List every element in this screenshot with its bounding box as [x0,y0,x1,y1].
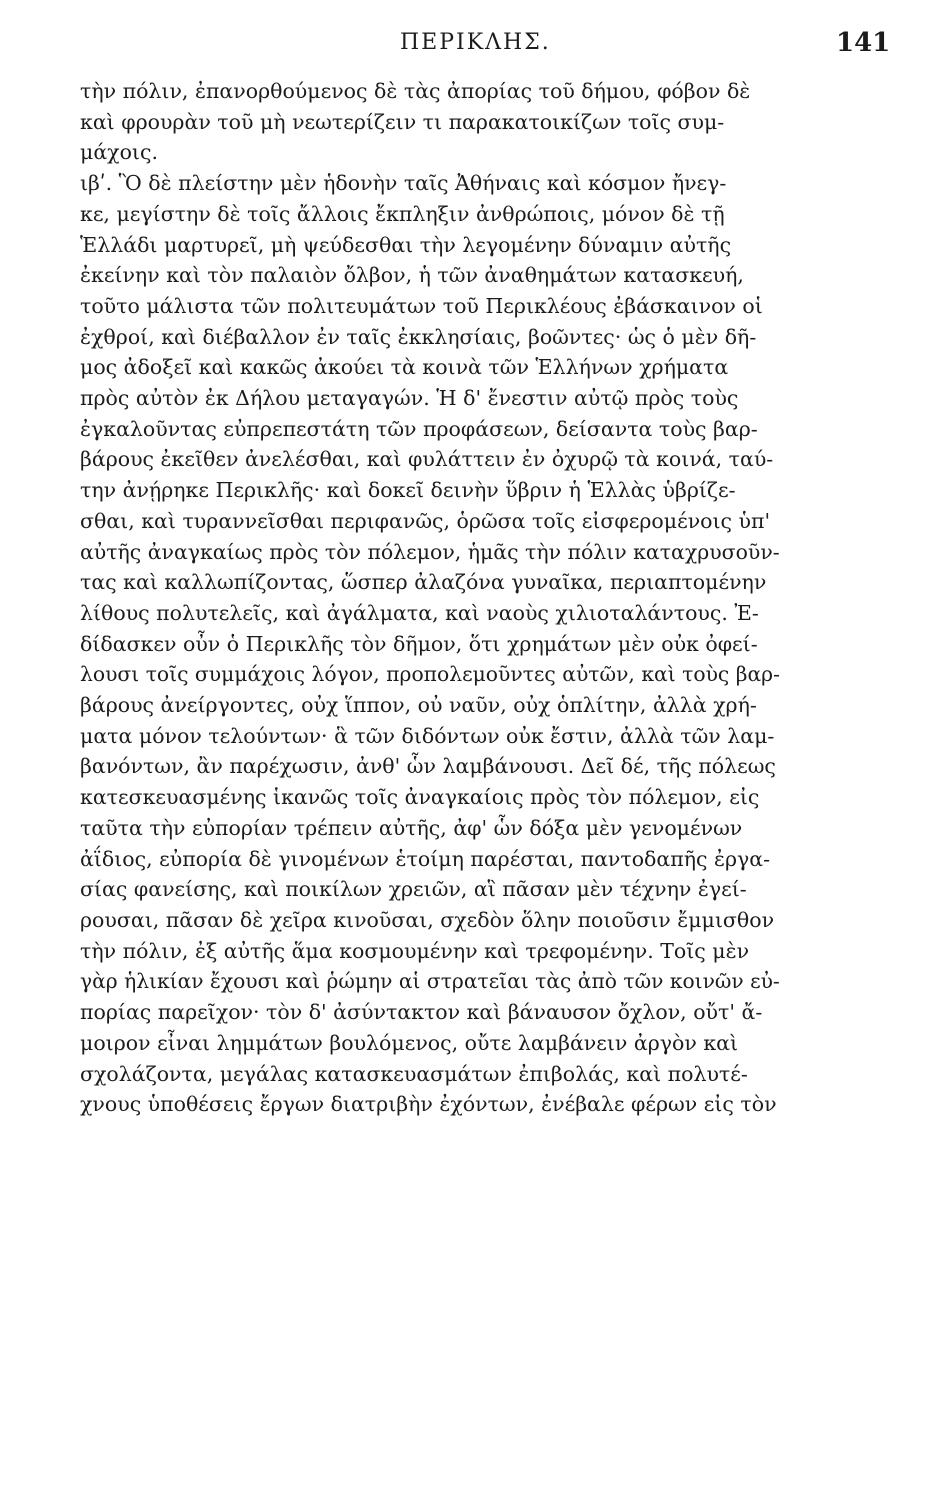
text-line: βανόντων, ἂν παρέχωσιν, ἀνθ' ὧν λαμβάνουσι. Δεῖ δέ, τῆς πόλεως [80,754,776,779]
text-line: μος ἀδοξεῖ καὶ κακῶς ἀκούει τὰ κοινὰ τῶν Ἑλλήνων χρήματα [80,355,729,380]
text-line: Ἑλλάδι μαρτυρεῖ, μὴ ψεύδεσθαι τὴν λεγομένην δύναμιν αὐτῆς [80,232,732,257]
text-line: ρουσαι, πᾶσαν δὲ χεῖρα κινοῦσαι, σχεδὸν ὅλην ποιοῦσιν ἔμμισθον [80,907,775,932]
text-line: χνους ὑποθέσεις ἔργων διατριβὴν ἐχόντων, ἐνέβαλε φέρων εἰς τὸν [80,1092,777,1117]
running-title: ΠΕΡΙΚΛΗΣ. [400,30,551,55]
text-line: τοῦτο μάλιστα τῶν πολιτευμάτων τοῦ Περικλέους ἐβάσκαινον οἱ [80,293,763,318]
text-line: πρὸς αὐτὸν ἐκ Δήλου μεταγαγών. Ἡ δ' ἔνεστιν αὐτῷ πρὸς τοὺς [80,386,739,411]
body-text [80,76,780,1120]
text-line: κατεσκευασμένης ἱκανῶς τοῖς ἀναγκαίοις πρὸς τὸν πόλεμον, εἰς [80,785,760,810]
text-line: σίας φανείσης, καὶ ποικίλων χρειῶν, αἳ πᾶσαν μὲν τέχνην ἐγεί- [80,877,747,902]
text-line: ματα μόνον τελούντων· ἃ τῶν διδόντων οὐκ ἔστιν, ἀλλὰ τῶν λαμ- [80,723,775,748]
text-line: ιβʹ. Ὃ δὲ πλείστην μὲν ἡδονὴν ταῖς Ἀθήναις καὶ κόσμον ἤνεγ- [80,171,727,196]
text-line: ἐγκαλοῦντας εὐπρεπεστάτη τῶν προφάσεων, δείσαντα τοὺς βαρ- [80,416,758,441]
text-line: την ἀνῄρηκε Περικλῆς· καὶ δοκεῖ δεινὴν ὕβριν ἡ Ἑλλὰς ὑβρίζε- [80,478,736,503]
text-line: σχολάζοντα, μεγάλας κατασκευασμάτων ἐπιβολάς, καὶ πολυτέ- [80,1061,748,1086]
text-line: ἐχθροί, καὶ διέβαλλον ἐν ταῖς ἐκκλησίαις, βοῶντες· ὡς ὁ μὲν δῆ- [80,324,757,349]
page-number: 141 [836,28,891,58]
running-header [0,28,944,68]
text-line: μάχοις. [80,140,158,165]
text-line: ἀΐδιος, εὐπορία δὲ γινομένων ἑτοίμη παρέσται, παντοδαπῆς ἐργα- [80,846,771,871]
text-line: σθαι, καὶ τυραννεῖσθαι περιφανῶς, ὁρῶσα τοῖς εἰσφερομένοις ὑπ' [80,508,771,533]
text-line: πορίας παρεῖχον· τὸν δ' ἀσύντακτον καὶ βάναυσον ὄχλον, οὔτ' ἄ- [80,1000,763,1025]
text-line: ταῦτα τὴν εὐπορίαν τρέπειν αὐτῆς, ἀφ' ὧν δόξα μὲν γενομένων [80,815,743,840]
text-line: τὴν πόλιν, ἐπανορθούμενος δὲ τὰς ἀπορίας τοῦ δήμου, φόβον δὲ [80,79,751,103]
text-line: αὐτῆς ἀναγκαίως πρὸς τὸν πόλεμον, ἡμᾶς τὴν πόλιν καταχρυσοῦν- [80,539,780,564]
text-line: γὰρ ἡλικίαν ἔχουσι καὶ ῥώμην αἱ στρατεῖαι τὰς ἀπὸ τῶν κοινῶν εὐ- [80,969,780,994]
text-line: τὴν πόλιν, ἐξ αὐτῆς ἅμα κοσμουμένην καὶ τρεφομένην. Τοῖς μὲν [80,938,750,963]
text-line: ἐκείνην καὶ τὸν παλαιὸν ὄλβον, ἡ τῶν ἀναθημάτων κατασκευή, [80,263,744,288]
text-line: λίθους πολυτελεῖς, καὶ ἀγάλματα, καὶ ναοὺς χιλιοταλάντους. Ἐ- [80,600,759,625]
text-line: καὶ φρουρὰν τοῦ μὴ νεωτερίζειν τι παρακατοικίζων τοῖς συμ- [80,109,725,134]
text-line: λουσι τοῖς συμμάχοις λόγον, προπολεμοῦντες αὐτῶν, καὶ τοὺς βαρ- [80,662,780,687]
text-line: κε, μεγίστην δὲ τοῖς ἄλλοις ἔκπληξιν ἀνθρώποις, μόνον δὲ τῇ [80,201,725,226]
text-line: βάρους ἐκεῖθεν ἀνελέσθαι, καὶ φυλάττειν ἐν ὀχυρῷ τὰ κοινά, ταύ- [80,447,774,472]
text-line: βάρους ἀνείργοντες, οὐχ ἵππον, οὐ ναῦν, οὐχ ὁπλίτην, ἀλλὰ χρή- [80,693,757,718]
text-line: δίδασκεν οὖν ὁ Περικλῆς τὸν δῆμον, ὅτι χρημάτων μὲν οὐκ ὀφεί- [80,631,758,656]
text-line: τας καὶ καλλωπίζοντας, ὥσπερ ἀλαζόνα γυναῖκα, περιαπτομένην [80,570,767,595]
text-line: μοιρον εἶναι λημμάτων βουλόμενος, οὔτε λαμβάνειν ἀργὸν καὶ [80,1030,739,1055]
